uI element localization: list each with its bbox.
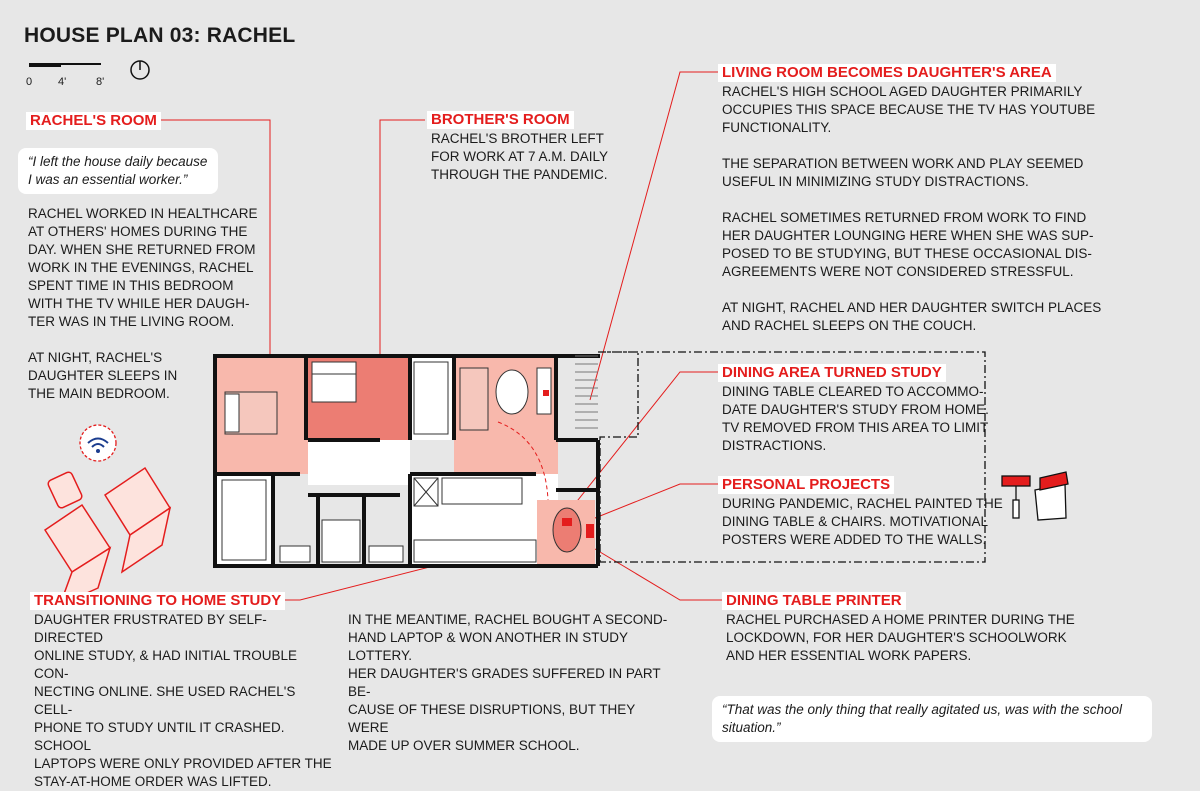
bath-1-vanity [280,546,310,562]
heading-printer: DINING TABLE PRINTER [722,592,906,610]
north-arrow-icon [131,61,149,79]
text-rachels-room: RACHEL WORKED IN HEALTHCARE AT OTHERS' HOMES DURING THE DAY. WHEN SHE RETURNED FROM WORK IN THE EVENINGS, RACHEL SPENT TIME IN THIS BEDROOM WITH THE TV WHILE HER DAUGH- TER WAS IN THE LIVING ROOM. AT NIGHT, RACHEL'S DAUGHTER SLEEPS IN THE MAIN BEDROOM. [28,206,258,401]
heading-personal-projects: PERSONAL PROJECTS [718,476,894,494]
text-home-study-right: IN THE MEANTIME, RACHEL BOUGHT A SECOND- HAND LAPTOP & WON ANOTHER IN STUDY LOTTERY. HER DAUGHTER'S GRADES SUFFERED IN PART BE- CAUSE OF THESE DISRUPTIONS, BUT THEY WERE MADE UP OVER SUMMER SCHOOL. [348,612,668,753]
printer-icon [562,518,572,526]
heading-home-study: TRANSITIONING TO HOME STUDY [30,592,285,610]
leader-brothers-room [380,120,425,390]
quote-school-situation: “That was the only thing that really agitated us, was with the school situation.” [712,696,1152,742]
laptop-icon-second [45,505,110,605]
coffee-table [496,370,528,414]
dining-table [553,508,581,552]
tv-icon [543,390,549,396]
leader-printer [580,540,722,600]
scale-label-mid: 4' [58,76,67,88]
closet-lower [222,480,266,560]
paint-bucket-icon [1035,472,1068,520]
couch [460,368,488,430]
text-personal-projects: DURING PANDEMIC, RACHEL PAINTED THE DINING TABLE & CHAIRS. MOTIVATIONAL POSTERS WERE ADDED TO THE WALLS. [722,496,1003,547]
heading-living-room: LIVING ROOM BECOMES DAUGHTER'S AREA [718,64,1056,82]
text-home-study-left: DAUGHTER FRUSTRATED BY SELF-DIRECTED ONLINE STUDY, & HAD INITIAL TROUBLE CON- NECTING ONLINE. SHE USED RACHEL'S CELL- PHONE TO STUDY UNTIL IT CRASHED. SCHOOL LAPTOPS WERE ONLY PROVIDED AFTER THE STAY-AT-HOME ORDER WAS LIFTED. [34,612,332,789]
bath-2-vanity [369,546,403,562]
scale-label-zero: 0 [26,76,33,88]
scale-label-end: 8' [96,76,105,88]
text-brothers-room: RACHEL'S BROTHER LEFT FOR WORK AT 7 A.M. DAILY THROUGH THE PANDEMIC. [431,131,609,182]
leader-personal-projects [590,484,718,520]
leader-living-room [590,72,718,400]
counter-top [442,478,522,504]
wifi-icon [80,425,116,461]
heading-rachels-room: RACHEL'S ROOM [26,112,161,130]
text-dining-study: DINING TABLE CLEARED TO ACCOMMO- DATE DAUGHTER'S STUDY FROM HOME. TV REMOVED FROM THIS AREA TO LIMIT DISTRACTIONS. [722,384,989,453]
laptop-icon [105,468,170,572]
bathtub-1 [322,520,360,562]
heading-brothers-room: BROTHER'S ROOM [427,111,574,129]
hallway [308,440,410,485]
page-title: HOUSE PLAN 03: RACHEL [24,24,296,47]
quote-rachels-room: “I left the house daily because I was an essential worker.” [18,148,218,194]
poster [586,524,594,538]
heading-dining-study: DINING AREA TURNED STUDY [718,364,946,382]
text-living-room: RACHEL'S HIGH SCHOOL AGED DAUGHTER PRIMARILY OCCUPIES THIS SPACE BECAUSE THE TV HAS YOUTUBE FUNCTIONALITY. THE SEPARATION BETWEEN WORK AND PLAY SEEMED USEFUL IN MINIMIZING STUDY DISTRACTIONS. RACHEL SOMETIMES RETURNED FROM WORK TO FIND HER DAUGHTER LOUNGING HERE WHEN SHE WAS SUP- POSED TO BE STUDYING, BUT THESE OCCASIONAL DIS- AGREEMENTS WERE NOT CONSIDERED STRESSFUL. AT NIGHT, RACHEL AND HER DAUGHTER SWITCH PLACES AND RACHEL SLEEPS ON THE COUCH. [722,84,1102,333]
phone-icon [47,471,83,509]
text-printer: RACHEL PURCHASED A HOME PRINTER DURING THE LOCKDOWN, FOR HER DAUGHTER'S SCHOOLWORK AND HER ESSENTIAL WORK PAPERS. [726,612,1075,663]
stairs [575,356,598,428]
counter-bottom [414,540,536,562]
closet [414,362,448,434]
